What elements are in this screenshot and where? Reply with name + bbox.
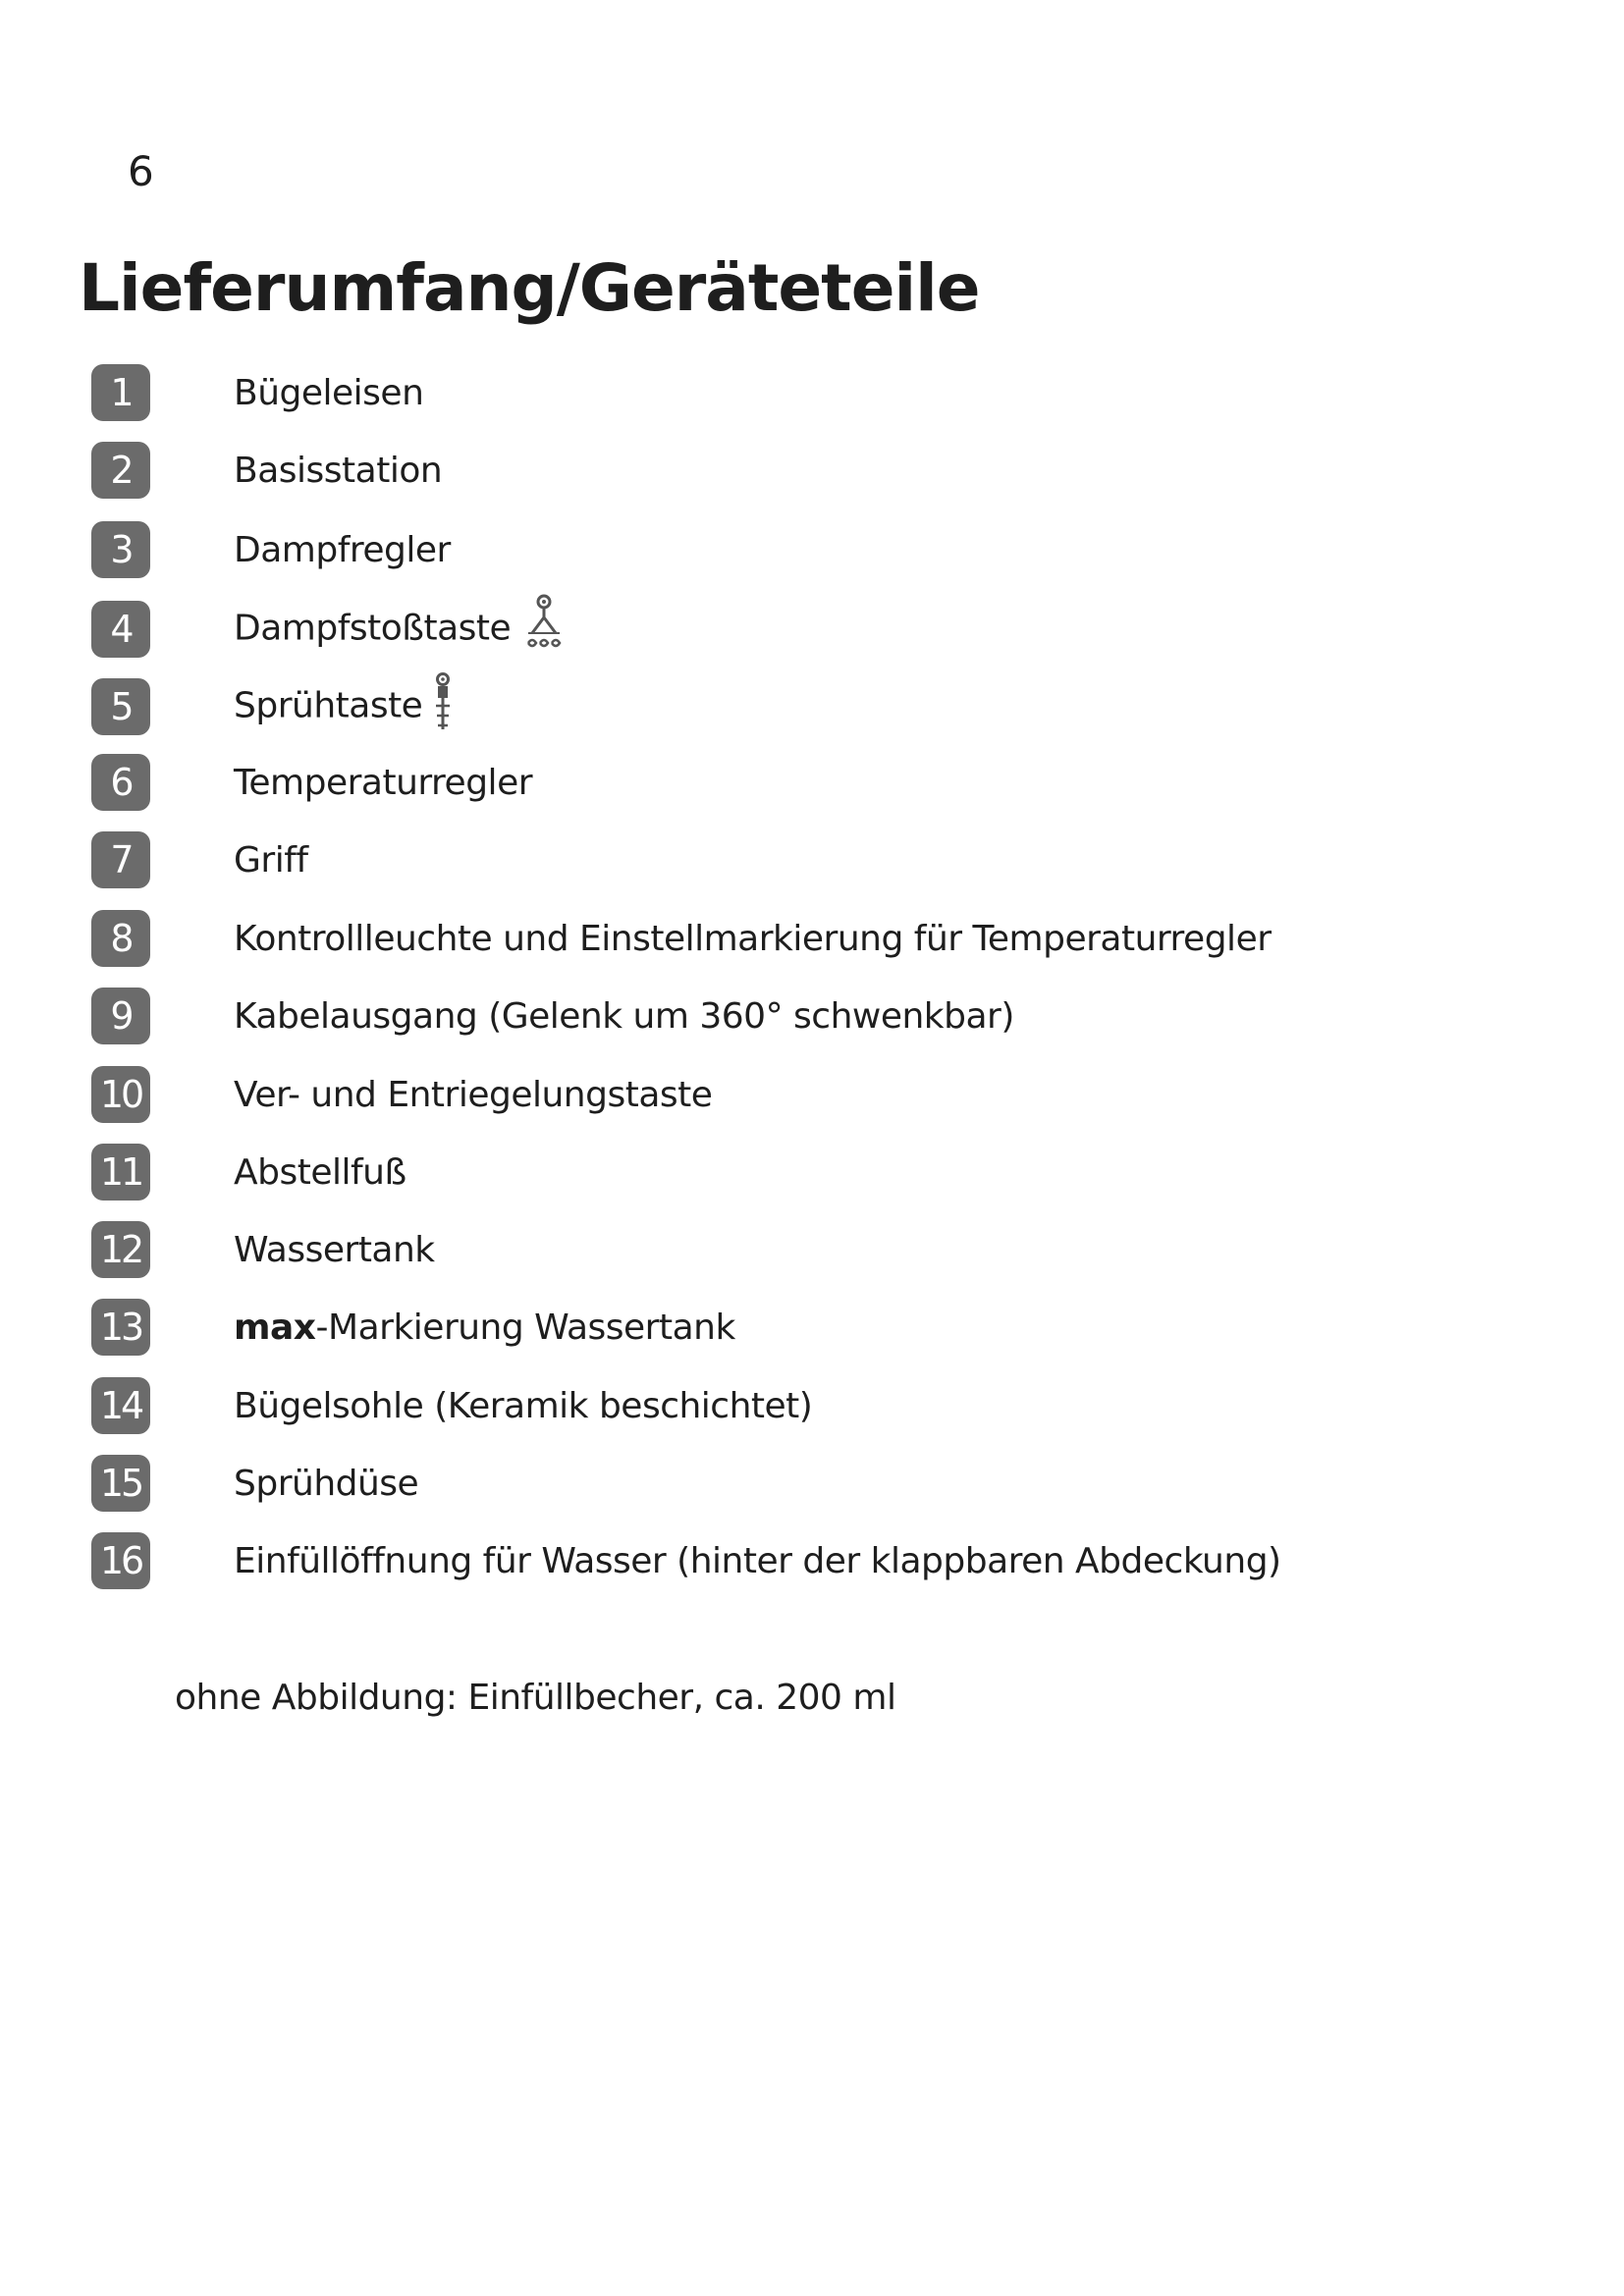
- item-number-badge: 16: [91, 1532, 150, 1589]
- item-label: Bügelsohle (Keramik beschichtet): [234, 1385, 813, 1426]
- list-item: [91, 1065, 712, 1124]
- spray-icon: [430, 672, 456, 742]
- item-number-badge: 4: [91, 601, 150, 658]
- list-item: [91, 441, 442, 500]
- item-number-badge: 12: [91, 1221, 150, 1278]
- item-label: Kabelausgang (Gelenk um 360° schwenkbar): [234, 995, 1014, 1037]
- item-number-badge: 7: [91, 831, 150, 888]
- item-label: Dampfstoßtaste: [234, 608, 512, 648]
- item-label: Einfüllöffnung für Wasser (hinter der klappbaren Abdeckung): [234, 1540, 1281, 1581]
- item-label-row: [234, 594, 566, 666]
- list-item: [91, 520, 451, 579]
- item-number-badge: 13: [91, 1299, 150, 1356]
- item-number-badge: 10: [91, 1066, 150, 1123]
- list-item: [91, 1531, 1281, 1590]
- steam-burst-icon: [522, 594, 566, 666]
- list-item: [91, 909, 1272, 968]
- item-label: Basisstation: [234, 450, 443, 491]
- item-label: Dampfregler: [234, 529, 451, 570]
- page-title: Lieferumfang/Geräteteile: [79, 250, 980, 326]
- list-item: [91, 1376, 812, 1435]
- item-label: Sprühdüse: [234, 1463, 419, 1504]
- list-item: [91, 363, 423, 422]
- item-label: Griff: [234, 839, 308, 881]
- item-number-badge: 3: [91, 521, 150, 578]
- item-label: Sprühtaste: [234, 685, 423, 725]
- item-label: Abstellfuß: [234, 1151, 406, 1193]
- item-number-badge: 14: [91, 1377, 150, 1434]
- note-text: ohne Abbildung: Einfüllbecher, ca. 200 ml: [175, 1678, 896, 1718]
- list-item: [91, 1454, 418, 1513]
- list-item: [91, 1220, 435, 1279]
- item-number-badge: 9: [91, 988, 150, 1044]
- item-number-badge: 8: [91, 910, 150, 967]
- list-item: [91, 1143, 406, 1201]
- list-item: [91, 753, 532, 812]
- item-number-badge: 15: [91, 1455, 150, 1512]
- item-number-badge: 11: [91, 1144, 150, 1201]
- item-number-badge: 1: [91, 364, 150, 421]
- item-label-row: [234, 672, 456, 742]
- page-number: 6: [128, 147, 154, 195]
- item-label: -Markierung Wassertank: [315, 1307, 735, 1348]
- item-label: Temperaturregler: [234, 762, 533, 803]
- item-number-badge: 6: [91, 754, 150, 811]
- item-label-row: [234, 1308, 735, 1348]
- list-item: [91, 677, 456, 736]
- list-item: [91, 830, 308, 889]
- item-label: Bügeleisen: [234, 372, 424, 413]
- item-label: Ver- und Entriegelungstaste: [234, 1074, 713, 1115]
- item-label: Wassertank: [234, 1229, 435, 1270]
- list-item: [91, 1298, 735, 1357]
- item-label: Kontrollleuchte und Einstellmarkierung für Temperaturregler: [234, 918, 1272, 959]
- max-marker-text: max: [234, 1307, 316, 1348]
- item-number-badge: 2: [91, 442, 150, 499]
- item-number-badge: 5: [91, 678, 150, 735]
- list-item: [91, 600, 566, 659]
- list-item: [91, 987, 1014, 1045]
